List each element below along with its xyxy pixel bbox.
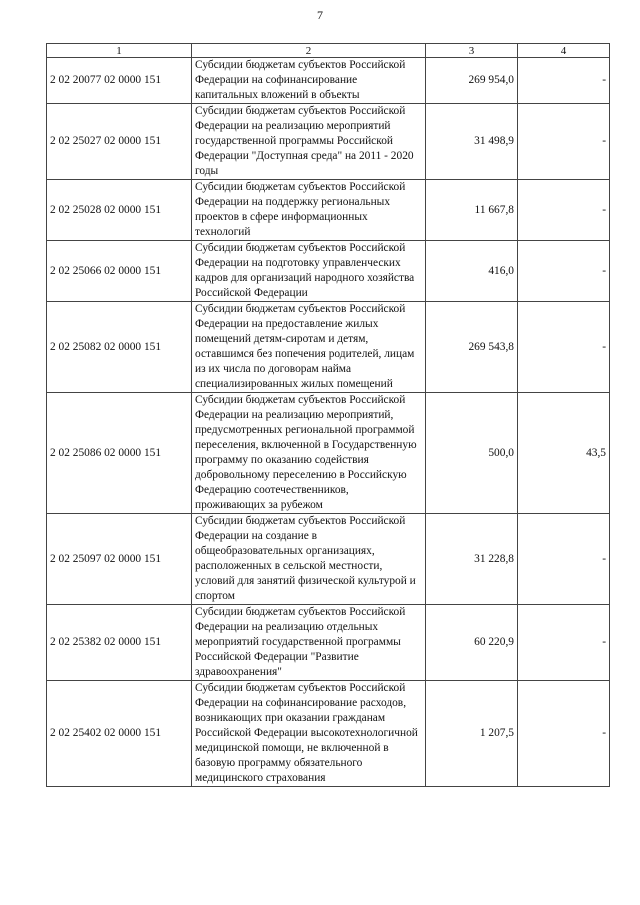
table-row — [47, 514, 610, 605]
table-row — [47, 104, 610, 180]
table-row — [47, 180, 610, 241]
row-executed: - — [518, 681, 610, 787]
row-name: Субсидии бюджетам субъектов Российской Федерации на реализацию мероприятий государственной программы Российской Федерации "Доступная среда" на 2011 - 2020 годы — [192, 104, 426, 180]
row-value: 31 498,9 — [426, 104, 518, 180]
row-name: Субсидии бюджетам субъектов Российской Федерации на реализацию отдельных мероприятий государственной программы Российской Федерации "Развитие здравоохранения" — [192, 605, 426, 681]
row-code: 2 02 25097 02 0000 151 — [47, 514, 192, 605]
row-name: Субсидии бюджетам субъектов Российской Федерации на софинансирование капитальных вложений в объекты — [192, 58, 426, 104]
table-row — [47, 241, 610, 302]
row-value: 11 667,8 — [426, 180, 518, 241]
row-name: Субсидии бюджетам субъектов Российской Федерации на софинансирование расходов, возникающих при оказании гражданам Российской Федерации высокотехнологичной медицинской помощи, не включенной в базовую программу обязательного медицинского страхования — [192, 681, 426, 787]
table-row — [47, 58, 610, 104]
row-value: 269 543,8 — [426, 302, 518, 393]
table-row — [47, 393, 610, 514]
row-code: 2 02 25027 02 0000 151 — [47, 104, 192, 180]
row-code: 2 02 25086 02 0000 151 — [47, 393, 192, 514]
row-value: 416,0 — [426, 241, 518, 302]
row-code: 2 02 25066 02 0000 151 — [47, 241, 192, 302]
row-executed: - — [518, 180, 610, 241]
row-value: 269 954,0 — [426, 58, 518, 104]
table-header-row — [47, 44, 610, 58]
row-code: 2 02 25082 02 0000 151 — [47, 302, 192, 393]
row-executed: - — [518, 514, 610, 605]
row-value: 1 207,5 — [426, 681, 518, 787]
row-executed: - — [518, 104, 610, 180]
row-name: Субсидии бюджетам субъектов Российской Федерации на создание в общеобразовательных организациях, расположенных в сельской местности, условий для занятий физической культурой и спортом — [192, 514, 426, 605]
row-code: 2 02 20077 02 0000 151 — [47, 58, 192, 104]
row-executed: - — [518, 58, 610, 104]
column-header-2: 2 — [192, 44, 426, 58]
row-executed: 43,5 — [518, 393, 610, 514]
row-value: 31 228,8 — [426, 514, 518, 605]
budget-revenue-table — [46, 43, 610, 787]
row-value: 500,0 — [426, 393, 518, 514]
row-code: 2 02 25382 02 0000 151 — [47, 605, 192, 681]
row-code: 2 02 25028 02 0000 151 — [47, 180, 192, 241]
row-executed: - — [518, 241, 610, 302]
column-header-4: 4 — [518, 44, 610, 58]
row-value: 60 220,9 — [426, 605, 518, 681]
table-row — [47, 302, 610, 393]
table-row — [47, 605, 610, 681]
column-header-3: 3 — [426, 44, 518, 58]
row-name: Субсидии бюджетам субъектов Российской Федерации на подготовку управленческих кадров для организаций народного хозяйства Российской Федерации — [192, 241, 426, 302]
row-executed: - — [518, 605, 610, 681]
row-code: 2 02 25402 02 0000 151 — [47, 681, 192, 787]
column-header-1: 1 — [47, 44, 192, 58]
row-name: Субсидии бюджетам субъектов Российской Федерации на реализацию мероприятий, предусмотренных региональной программой переселения, включенной в Государственную программу по оказанию содействия добровольному переселению в Российскую Федерацию соотечественников, проживающих за рубежом — [192, 393, 426, 514]
table-row — [47, 681, 610, 787]
row-name: Субсидии бюджетам субъектов Российской Федерации на предоставление жилых помещений детям-сиротам и детям, оставшимся без попечения родителей, лицам из их числа по договорам найма специализированных жилых помещений — [192, 302, 426, 393]
row-executed: - — [518, 302, 610, 393]
page-number: 7 — [317, 8, 323, 22]
row-name: Субсидии бюджетам субъектов Российской Федерации на поддержку региональных проектов в сфере информационных технологий — [192, 180, 426, 241]
